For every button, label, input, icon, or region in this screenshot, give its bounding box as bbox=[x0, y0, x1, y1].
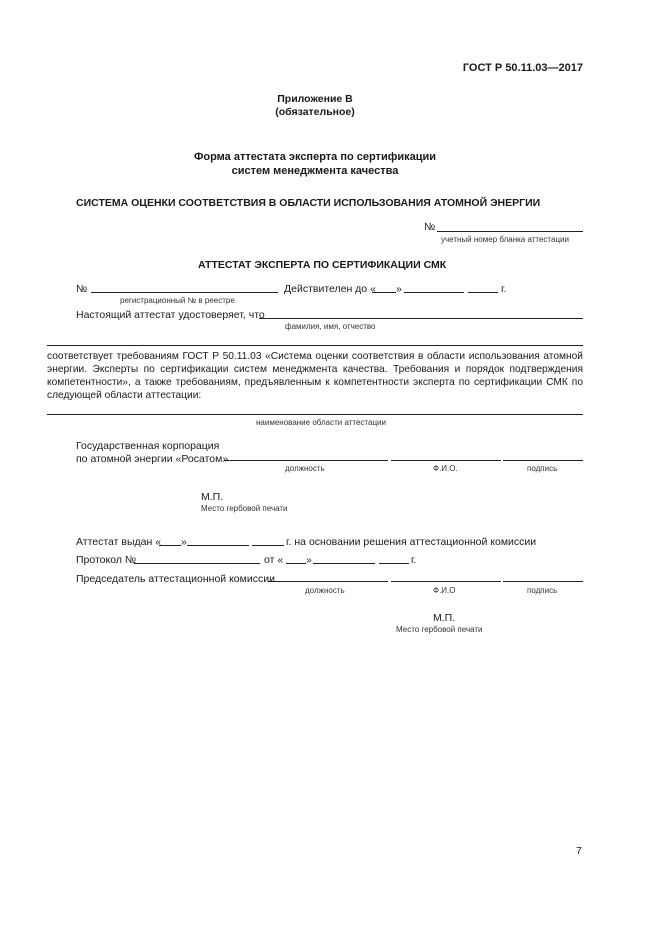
corporation-line2: по атомной энергии «Росатом» bbox=[76, 453, 229, 465]
corp-fio-field[interactable] bbox=[391, 460, 501, 461]
chairman-position-field[interactable] bbox=[268, 581, 388, 582]
attestation-area-field[interactable] bbox=[47, 414, 583, 415]
valid-year-suffix: г. bbox=[501, 283, 507, 295]
issued-suffix: г. на основании решения аттестационной комиссии bbox=[286, 536, 537, 548]
stamp-label-2: М.П. bbox=[433, 612, 456, 624]
page-number: 7 bbox=[576, 845, 582, 857]
certificate-title: АТТЕСТАТ ЭКСПЕРТА ПО СЕРТИФИКАЦИИ СМК bbox=[198, 259, 447, 271]
valid-month-field[interactable] bbox=[404, 292, 464, 293]
form-title-line1: Форма аттестата эксперта по сертификации bbox=[193, 151, 437, 163]
corporation-line1: Государственная корпорация bbox=[76, 440, 220, 452]
fullname-caption: фамилия, имя, отчество bbox=[285, 322, 376, 331]
protocol-prefix: Протокол № bbox=[76, 554, 137, 566]
protocol-month-field[interactable] bbox=[313, 563, 375, 564]
fullname-field[interactable] bbox=[259, 318, 583, 319]
valid-quote-close: » bbox=[396, 283, 402, 295]
issued-quote-close: » bbox=[181, 536, 187, 548]
valid-until-label: Действителен до « bbox=[284, 283, 376, 295]
valid-day-field[interactable] bbox=[372, 292, 396, 293]
blank-number-label: № bbox=[424, 221, 436, 233]
chairman-signature-caption: подпись bbox=[527, 586, 558, 595]
issued-day-field[interactable] bbox=[159, 545, 181, 546]
corp-position-field[interactable] bbox=[224, 460, 388, 461]
registration-caption: регистрационный № в реестре bbox=[120, 296, 235, 305]
corp-position-caption: должность bbox=[285, 464, 325, 473]
compliance-paragraph: соответствует требованиям ГОСТ Р 50.11.03 «Система оценки соответствия в области использования атомной энергии. Эксперты по сертификации систем менеджмента качества. Требования и порядок подтверждения компетентности», а также требованиям, предъявленным к компетентности эксперта по сертификации СМК по следующей области аттестации: bbox=[47, 351, 583, 401]
protocol-day-field[interactable] bbox=[286, 563, 306, 564]
protocol-year-suffix: г. bbox=[411, 554, 417, 566]
attestation-area-caption: наименование области аттестации bbox=[256, 418, 386, 427]
issued-year-field[interactable] bbox=[252, 545, 284, 546]
protocol-year-field[interactable] bbox=[379, 563, 409, 564]
chairman-label: Председатель аттестационной комиссии bbox=[76, 573, 275, 585]
certifies-label: Настоящий аттестат удостоверяет, что bbox=[76, 309, 265, 321]
chairman-position-caption: должность bbox=[305, 586, 345, 595]
chairman-fio-caption: Ф.И.О bbox=[433, 586, 456, 595]
form-title-line2: систем менеджмента качества bbox=[231, 165, 399, 177]
blank-number-caption: учетный номер бланка аттестации bbox=[441, 235, 569, 244]
corp-fio-caption: Ф.И.О. bbox=[433, 464, 458, 473]
corp-signature-caption: подпись bbox=[527, 464, 558, 473]
protocol-quote-close: » bbox=[306, 554, 312, 566]
appendix-title: Приложение В bbox=[277, 93, 353, 105]
appendix-status: (обязательное) bbox=[275, 106, 355, 118]
registration-number-label: № bbox=[76, 283, 88, 295]
system-title: СИСТЕМА ОЦЕНКИ СООТВЕТСТВИЯ В ОБЛАСТИ ИСПОЛЬЗОВАНИЯ АТОМНОЙ ЭНЕРГИИ bbox=[76, 197, 541, 209]
chairman-signature-field[interactable] bbox=[503, 581, 583, 582]
fullname-continuation-field[interactable] bbox=[47, 345, 583, 346]
stamp-label-1: М.П. bbox=[201, 491, 224, 503]
chairman-fio-field[interactable] bbox=[391, 581, 501, 582]
corp-signature-field[interactable] bbox=[503, 460, 583, 461]
protocol-number-field[interactable] bbox=[134, 563, 260, 564]
standard-code: ГОСТ Р 50.11.03—2017 bbox=[462, 62, 583, 74]
protocol-from: от « bbox=[264, 554, 284, 566]
stamp-caption-1: Место гербовой печати bbox=[201, 504, 288, 513]
blank-number-field[interactable] bbox=[437, 231, 583, 232]
registration-number-field[interactable] bbox=[91, 292, 278, 293]
issued-month-field[interactable] bbox=[187, 545, 249, 546]
stamp-caption-2: Место гербовой печати bbox=[396, 625, 483, 634]
issued-prefix: Аттестат выдан « bbox=[76, 536, 162, 548]
valid-year-field[interactable] bbox=[468, 292, 498, 293]
